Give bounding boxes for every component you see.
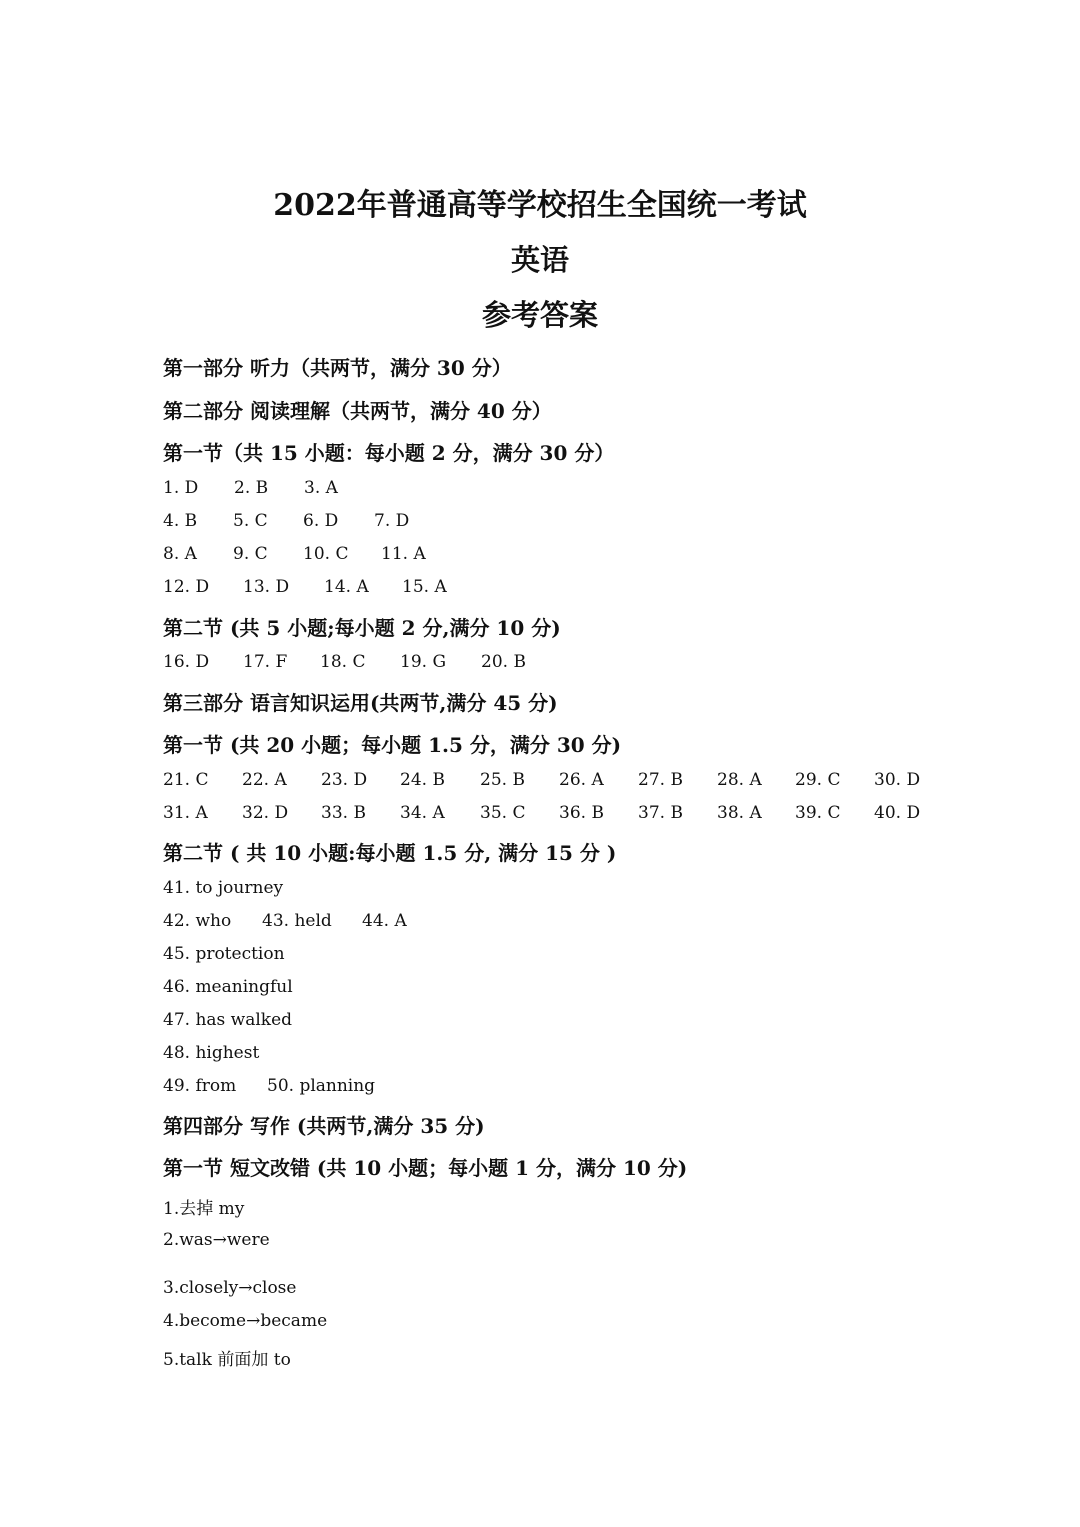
part3-section2-heading: 第二节 ( 共 10 小题:每小题 1.5 分, 满分 15 分 ) [163, 841, 617, 865]
answer-item: 8. A [163, 544, 197, 564]
answer-item: 7. D [374, 511, 410, 531]
answer-item: 36. B [559, 803, 604, 823]
answer-item: 11. A [381, 544, 426, 564]
subject-title: 英语 [510, 243, 569, 277]
answer-item: 39. C [795, 803, 841, 823]
answer-item: 17. F [243, 652, 288, 672]
answer-item: 4. B [163, 511, 198, 531]
answer-item: 30. D [874, 770, 921, 790]
answer-item: 13. D [243, 577, 290, 597]
answer-item: 28. A [717, 770, 762, 790]
answer-item: 12. D [163, 577, 210, 597]
answer-item: 21. C [163, 770, 209, 790]
exam-title: 2022年普通高等学校招生全国统一考试 [273, 188, 807, 223]
answer-item: 38. A [717, 803, 762, 823]
answer-item: 22. A [242, 770, 287, 790]
answer-item: 9. C [233, 544, 268, 564]
answer-item: 1. D [163, 478, 199, 498]
answer-item: 15. A [402, 577, 447, 597]
answer-item: 14. A [324, 577, 369, 597]
answer-item: 10. C [303, 544, 349, 564]
answer-item: 31. A [163, 803, 208, 823]
answer-item: 25. B [480, 770, 525, 790]
answer-item: 49. from [163, 1076, 237, 1096]
answer-item: 41. to journey [163, 878, 284, 898]
part2-heading: 第二部分 阅读理解（共两节，满分 40 分） [163, 399, 552, 423]
part3-section1-heading: 第一节 (共 20 小题；每小题 1.5 分，满分 30 分) [163, 733, 622, 757]
doc-type-title: 参考答案 [481, 298, 598, 332]
answer-item: 43. held [262, 911, 332, 931]
answer-item: 29. C [795, 770, 841, 790]
answer-item: 32. D [242, 803, 289, 823]
part4-heading: 第四部分 写作 (共两节,满分 35 分) [163, 1114, 485, 1138]
correction-item: 2.was→were [163, 1230, 270, 1250]
answer-item: 16. D [163, 652, 210, 672]
part2-section2-heading: 第二节 (共 5 小题;每小题 2 分,满分 10 分) [163, 616, 561, 640]
answer-item: 6. D [303, 511, 339, 531]
answer-item: 40. D [874, 803, 921, 823]
answer-item: 48. highest [163, 1043, 260, 1063]
answer-item: 23. D [321, 770, 368, 790]
answer-item: 2. B [234, 478, 269, 498]
answer-item: 3. A [304, 478, 338, 498]
correction-item: 1.去掉 my [163, 1199, 245, 1219]
part3-heading: 第三部分 语言知识运用(共两节,满分 45 分) [163, 691, 558, 715]
answer-item: 42. who [163, 911, 232, 931]
answer-item: 18. C [320, 652, 366, 672]
part4-section1-heading: 第一节 短文改错 (共 10 小题；每小题 1 分，满分 10 分) [163, 1156, 688, 1180]
part1-heading: 第一部分 听力（共两节，满分 30 分） [163, 356, 512, 380]
answer-item: 46. meaningful [163, 977, 293, 997]
answer-item: 5. C [233, 511, 268, 531]
answer-item: 50. planning [267, 1076, 376, 1096]
answer-item: 20. B [481, 652, 526, 672]
answer-item: 26. A [559, 770, 604, 790]
correction-item: 4.become→became [163, 1311, 328, 1331]
answer-item: 24. B [400, 770, 445, 790]
answer-item: 19. G [400, 652, 447, 672]
correction-item: 5.talk 前面加 to [163, 1350, 291, 1370]
answer-item: 27. B [638, 770, 683, 790]
answer-item: 37. B [638, 803, 683, 823]
answer-item: 45. protection [163, 944, 285, 964]
answer-item: 33. B [321, 803, 366, 823]
answer-item: 34. A [400, 803, 445, 823]
answer-item: 35. C [480, 803, 526, 823]
answer-item: 44. A [362, 911, 407, 931]
answer-item: 47. has walked [163, 1010, 293, 1030]
part2-section1-heading: 第一节（共 15 小题：每小题 2 分，满分 30 分） [163, 441, 615, 465]
correction-item: 3.closely→close [163, 1278, 297, 1298]
